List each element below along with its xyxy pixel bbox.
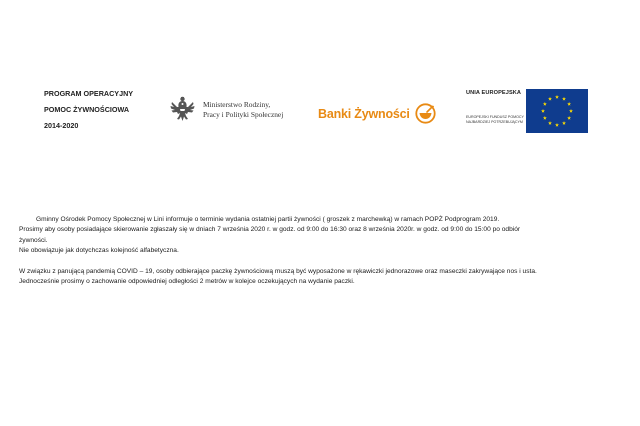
eu-fund-line-2: NAJBARDZIEJ POTRZEBUJĄCYM [466, 120, 523, 124]
eu-fund-line-1: EUROPEJSKI FUNDUSZ POMOCY [466, 115, 524, 119]
ministry-name [203, 100, 283, 120]
ministry-line-1: Ministerstwo Rodziny, [203, 100, 271, 109]
banki-name: Banki Żywności [318, 106, 410, 121]
program-line-2: POMOC ŻYWNOŚCIOWA [44, 105, 130, 114]
eu-label-block [466, 90, 528, 125]
paragraph-spacer [19, 257, 619, 267]
eu-title: UNIA EUROPEJSKA [466, 90, 522, 96]
eu-fund-name [466, 115, 528, 125]
paragraph-1-line-4: Nie obowiązuje jak dotychczas kolejność alfabetyczna. [19, 247, 179, 255]
banki-zywnosci-logo [318, 103, 436, 124]
program-line-1: PROGRAM OPERACYJNY [44, 89, 134, 98]
paragraph-1-line-3: żywności. [19, 236, 48, 244]
ministry-line-2: Pracy i Polityki Społecznej [203, 110, 284, 119]
bowl-spoon-icon [415, 103, 436, 124]
eagle-emblem-icon [169, 95, 196, 125]
ministry-logo [169, 95, 283, 125]
paragraph-2-line-2: Jednocześnie prosimy o zachowanie odpowiedniej odległości 2 metrów w kolejce oczekujących na wydanie paczki. [19, 278, 355, 286]
program-title [44, 86, 133, 134]
paragraph-1-line-1: Gminny Ośrodek Pomocy Społecznej w Lini informuje o terminie wydania ostatniej partii żywności ( groszek z marchewką) w ramach POPŻ Podprogram 2019. [36, 216, 500, 223]
paragraph-1-line-2: Prosimy aby osoby posiadające skierowanie zgłaszały się w dniach 7 września 2020 r. w godz. od 9:00 do 16:30 oraz 8 września 2020r. w godz. od 9:00 do 15:00 po odbiór [19, 226, 521, 234]
program-line-3: 2014-2020 [44, 121, 79, 130]
paragraph-2-line-1: W związku z panującą pandemią COVID – 19, osoby odbierające paczkę żywnościową muszą być wyposażone w rękawiczki jednorazowe oraz maseczki zakrywające nos i usta. [19, 268, 537, 276]
eu-flag-icon [526, 89, 588, 133]
announcement-text [19, 215, 619, 288]
